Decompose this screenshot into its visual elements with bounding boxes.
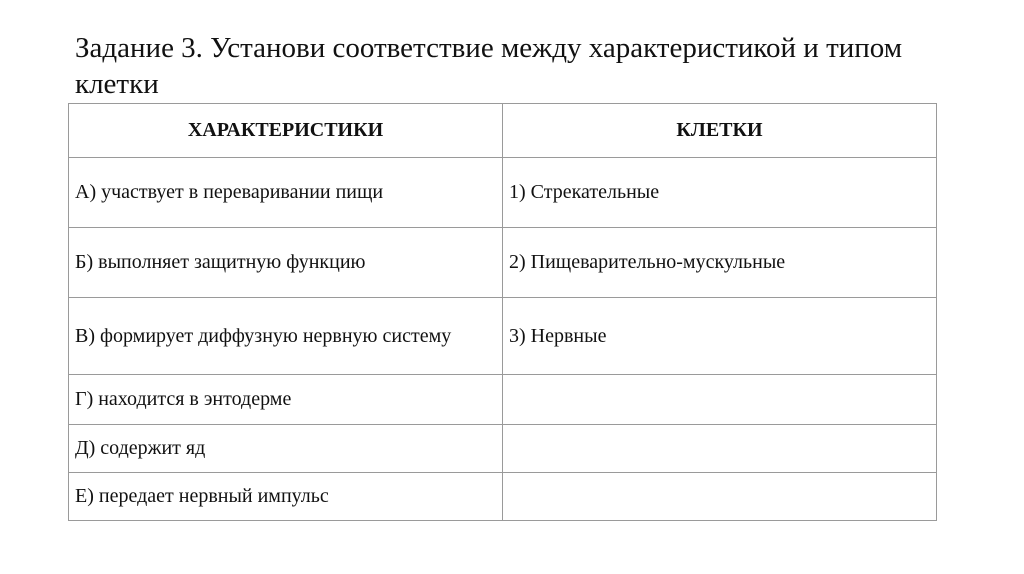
cell-type-cell (503, 473, 937, 521)
header-cells: КЛЕТКИ (503, 104, 937, 158)
characteristic-cell: Б) выполняет защитную функцию (69, 228, 503, 298)
table-row (69, 375, 937, 425)
table-row (69, 158, 937, 228)
slide-title: Задание 3. Установи соответствие между характеристикой и типом клетки (75, 32, 903, 100)
matching-table (68, 103, 937, 521)
characteristic-cell: В) формирует диффузную нервную систему (69, 298, 503, 375)
characteristic-cell: Д) содержит яд (69, 425, 503, 473)
table-row (69, 473, 937, 521)
header-characteristics: ХАРАКТЕРИСТИКИ (69, 104, 503, 158)
table-row (69, 425, 937, 473)
characteristic-cell: А) участвует в переваривании пищи (69, 158, 503, 228)
table-header-row (69, 104, 937, 158)
cell-type-cell: 1) Стрекательные (503, 158, 937, 228)
cell-type-cell (503, 425, 937, 473)
table-row (69, 228, 937, 298)
cell-type-cell: 3) Нервные (503, 298, 937, 375)
cell-type-cell (503, 375, 937, 425)
cell-type-cell: 2) Пищеварительно-мускульные (503, 228, 937, 298)
characteristic-cell: Е) передает нервный импульс (69, 473, 503, 521)
characteristic-cell: Г) находится в энтодерме (69, 375, 503, 425)
table-row (69, 298, 937, 375)
